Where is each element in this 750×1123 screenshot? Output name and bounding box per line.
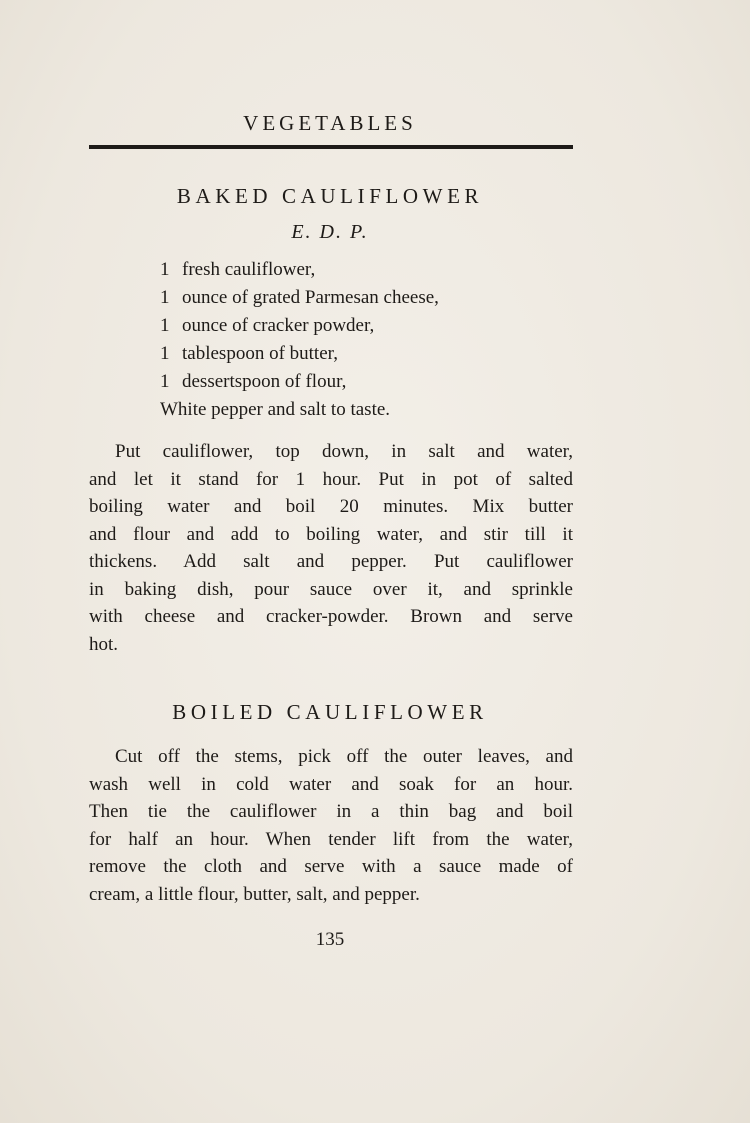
- ingredient-item: [160, 368, 439, 396]
- ingredient-text: dessertspoon of flour,: [182, 371, 347, 392]
- text-line: boiling water and boil 20 minutes. Mix butter: [89, 496, 573, 517]
- text-line: Cut off the stems, pick off the outer leaves, and: [115, 746, 573, 767]
- recipe-byline: E. D. P.: [291, 221, 369, 243]
- ingredient-qty: 1: [160, 287, 170, 308]
- ingredient-item: [160, 284, 439, 312]
- header-rule: [89, 145, 573, 149]
- text-line: cream, a little flour, butter, salt, and pepper.: [89, 883, 420, 905]
- ingredient-qty: 1: [160, 259, 170, 280]
- text-line: thickens. Add salt and pepper. Put cauliflower: [89, 551, 573, 572]
- ingredient-text: ounce of grated Parmesan cheese,: [182, 287, 439, 308]
- ingredient-text: ounce of cracker powder,: [182, 315, 375, 336]
- ingredient-item: [160, 340, 439, 368]
- ingredient-qty: 1: [160, 343, 170, 364]
- recipe-title-baked-cauliflower: BAKED CAULIFLOWER: [176, 184, 484, 208]
- text-line: hot.: [89, 633, 119, 655]
- recipe-instructions-boiled: [89, 743, 573, 908]
- ingredient-text: White pepper and salt to taste.: [160, 399, 391, 420]
- ingredient-qty: 1: [160, 315, 170, 336]
- page-number: 135: [315, 929, 345, 950]
- text-line: and let it stand for 1 hour. Put in pot of salted: [89, 468, 573, 490]
- text-line: Put cauliflower, top down, in salt and water,: [115, 441, 573, 462]
- recipe-instructions-baked: [89, 438, 573, 658]
- ingredient-list: [160, 256, 439, 424]
- text-line: remove the cloth and serve with a sauce made of: [89, 856, 573, 877]
- running-head: VEGETABLES: [243, 111, 417, 135]
- ingredient-qty: 1: [160, 371, 170, 392]
- ingredient-item: [160, 396, 439, 424]
- ingredient-item: [160, 256, 439, 284]
- recipe-title-boiled-cauliflower: BOILED CAULIFLOWER: [172, 700, 488, 724]
- ingredient-text: tablespoon of butter,: [182, 343, 338, 364]
- text-line: in baking dish, pour sauce over it, and sprinkle: [89, 578, 573, 600]
- text-line: with cheese and cracker-powder. Brown and serve: [89, 606, 573, 627]
- text-line: for half an hour. When tender lift from the water,: [89, 828, 573, 850]
- text-line: and flour and add to boiling water, and stir till it: [89, 523, 573, 545]
- text-line: Then tie the cauliflower in a thin bag and boil: [89, 801, 573, 822]
- ingredient-item: [160, 312, 439, 340]
- text-line: wash well in cold water and soak for an hour.: [89, 773, 573, 795]
- ingredient-text: fresh cauliflower,: [182, 259, 316, 280]
